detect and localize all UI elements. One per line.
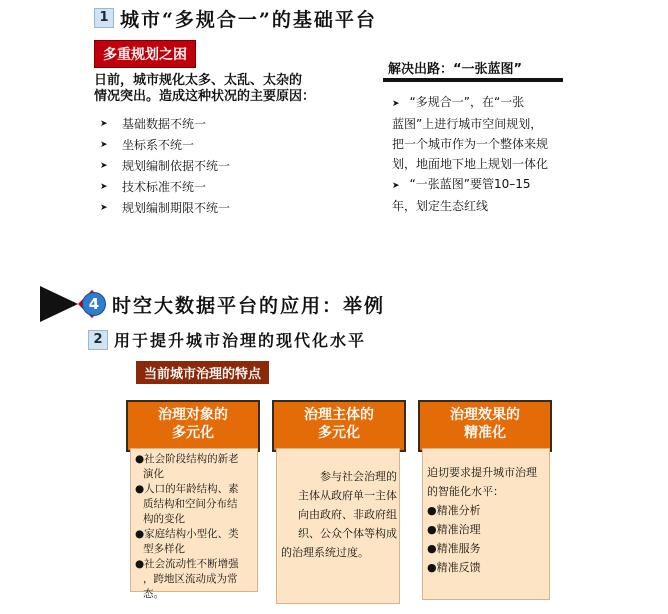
list-item: ●精准治理: [427, 523, 481, 536]
problem-tag: 多重规划之困: [94, 40, 196, 68]
list-item: ➤ 技术标准不统一: [96, 177, 336, 198]
card-body-subjects: [276, 448, 400, 604]
list-item: ●精准分析: [427, 504, 481, 517]
card-title-line: 多元化: [318, 425, 360, 441]
heading-divider: [383, 78, 563, 82]
solution-line: ➤ “多规合一”，在“一张: [392, 95, 525, 109]
list-item: ●社会流动性不断增强 ，跨地区流动成为常 态。: [135, 558, 239, 600]
problem-intro: [94, 73, 364, 105]
card-title-line: 精准化: [464, 425, 506, 441]
list-item: ➤ 规划编制依据不统一: [96, 156, 336, 177]
card-title-line: 治理对象的: [158, 407, 228, 423]
section-number-circle: 4: [82, 292, 106, 316]
card-body-line: 主体从政府单一主体: [298, 489, 397, 502]
list-item: ●精准反馈: [427, 561, 481, 574]
list-item: ●家庭结构小型化、类 型多样化: [135, 528, 239, 555]
card-title-line: 治理主体的: [304, 407, 374, 423]
arrow-bullet-icon: ➤: [392, 181, 400, 191]
solution-line: 年，划定生态红线: [392, 199, 489, 213]
solution-line: 蓝图”上进行城市空间规划，: [392, 117, 543, 131]
arrow-bullet-icon: ➤: [100, 161, 108, 171]
arrow-bullet-icon: ➤: [100, 203, 108, 213]
card-body-line: 参与社会治理的: [320, 470, 397, 483]
card-header-subjects: [272, 400, 406, 452]
list-item: ➤ 基础数据不统一: [96, 114, 336, 135]
card-body-line: 织、公众个体等构成: [298, 527, 397, 540]
solution-heading: 解决出路：“一张蓝图”: [388, 62, 523, 77]
arrow-bullet-icon: ➤: [100, 119, 108, 129]
list-item: ●精准服务: [427, 542, 481, 555]
arrow-bullet-icon: ➤: [100, 140, 108, 150]
arrow-bullet-icon: ➤: [100, 182, 108, 192]
reason-list: [96, 114, 336, 219]
card-header-effects: [418, 400, 552, 452]
card-body-line: 的智能化水平：: [427, 485, 504, 498]
solution-body: [392, 92, 572, 216]
subsection-title: 用于提升城市治理的现代化水平: [114, 331, 367, 350]
card-body-line: 的治理系统过度。: [281, 546, 369, 559]
section-number-badge: 1: [94, 8, 114, 28]
solution-line: ➤ “一张蓝图”要管10–15: [392, 177, 531, 191]
card-title-line: 治理效果的: [450, 407, 520, 423]
card-header-objects: [126, 400, 260, 452]
card-body-effects: [422, 448, 550, 600]
list-item: ●人口的年龄结构、素 质结构和空间分布结 构的变化: [135, 483, 239, 525]
problem-intro-line: 日前，城市规化太多、太乱、太杂的: [94, 73, 303, 88]
list-item: ➤ 坐标系不统一: [96, 135, 336, 156]
list-item: ➤ 规划编制期限不统一: [96, 198, 336, 219]
card-body-line: 迫切要求提升城市治理: [427, 466, 537, 479]
solution-line: 把一个城市作为一个整体来规: [392, 137, 549, 151]
card-body-objects: [130, 448, 258, 600]
section-number-badge: 2: [88, 330, 108, 350]
card-body-line: 向由政府、非政府组: [298, 508, 397, 521]
card-title-line: 多元化: [172, 425, 214, 441]
section-title: 时空大数据平台的应用：举例: [112, 295, 386, 317]
problem-intro-line: 情况突出。造成这种状况的主要原因：: [94, 89, 316, 104]
section-title: 城市“多规合一”的基础平台: [120, 9, 377, 31]
list-item: ●社会阶段结构的新老 演化: [135, 453, 239, 480]
arrow-bullet-icon: ➤: [392, 99, 400, 109]
features-tag: 当前城市治理的特点: [136, 361, 269, 384]
solution-line: 划，地面地下地上规划一体化: [392, 157, 549, 171]
